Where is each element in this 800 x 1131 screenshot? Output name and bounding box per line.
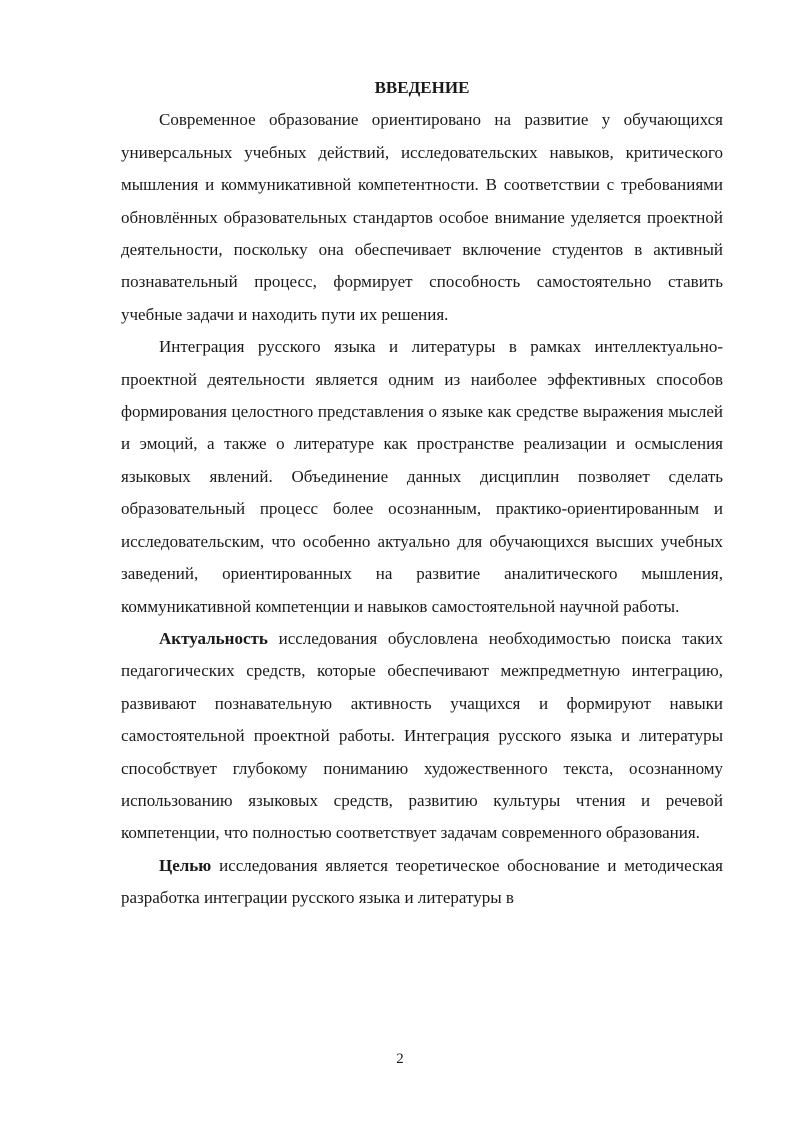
paragraph-relevance	[121, 623, 723, 850]
paragraph-goal	[121, 850, 723, 915]
paragraph-integration	[121, 331, 723, 623]
paragraph-intro	[121, 104, 723, 331]
section-heading: ВВЕДЕНИЕ	[374, 78, 470, 97]
paragraph-text: Современное образование ориентировано на развитие у обучающихся универсальных учебных действий, исследовательских навыков, критического мышления и коммуникативной компетентности. В соответствии с требованиями обновлённых образовательных стандартов особое внимание уделяется проектной деятельности, поскольку она обеспечивает включение студентов в активный познавательный процесс, формирует способность самостоятельно ставить учебные задачи и находить пути их решения.	[121, 110, 723, 324]
page-content	[121, 72, 723, 915]
goal-lead: Целью	[159, 855, 212, 875]
paragraph-text: исследования обусловлена необходимостью поиска таких педагогических средств, которые обеспечивают межпредметную интеграцию, развивают познавательную активность учащихся и формируют навыки самостоятельной проектной работы. Интеграция русского языка и литературы способствует глубокому пониманию художественного текста, осознанному использованию языковых средств, развитию культуры чтения и речевой компетенции, что полностью соответствует задачам современного образования.	[121, 628, 723, 843]
paragraph-text: Интеграция русского языка и литературы в рамках интеллектуально-проектной деятельности является одним из наиболее эффективных способов формирования целостного представления о языке как средстве выражения мыслей и эмоций, а также о литературе как пространстве реализации и осмысления языковых явлений. Объединение данных дисциплин позволяет сделать образовательный процесс более осознанным, практико-ориентированным и исследовательским, что особенно актуально для обучающихся высших учебных заведений, ориентированных на развитие аналитического мышления, коммуникативной компетенции и навыков самостоятельной научной работы.	[121, 337, 723, 616]
paragraph-text: исследования является теоретическое обоснование и методическая разработка интеграции русского языка и литературы в	[121, 855, 723, 908]
page-number: 2	[396, 1051, 404, 1067]
relevance-lead: Актуальность	[159, 628, 268, 648]
